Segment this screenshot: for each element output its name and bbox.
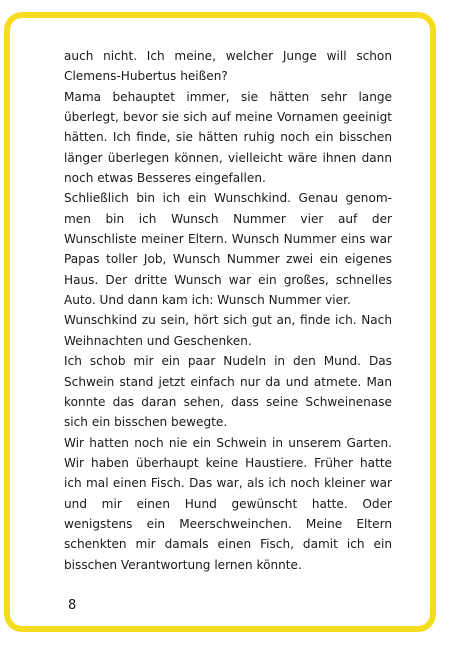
paragraph: Wunschkind zu sein, hört sich gut an, finde ich. Nach Weihnachten und Geschenken. (64, 313, 392, 348)
paragraph: Schließlich bin ich ein Wunschkind. Genau genommen bin ich Wunsch Nummer vier auf der Wunschliste meiner Eltern. Wunsch Nummer eins war Papas toller Job, Wunsch Nummer zwei ein eigenes Haus. Der dritte Wunsch war ein großes, schnelles Auto. Und dann kam ich: Wunsch Nummer vier. (64, 191, 392, 308)
paragraph: Mama behauptet immer, sie hätten sehr lange überlegt, bevor sie sich auf meine Vornamen geeinigt hätten. Ich finde, sie hätten ruhig noch ein bisschen länger überlegen können, vielleicht wäre ihnen dann noch etwas Besseres eingefallen. (64, 89, 392, 186)
paragraph: auch nicht. Ich meine, welcher Junge will schon Clemens-Hubertus heißen? (64, 49, 392, 84)
body-text (64, 46, 392, 575)
paragraph: Wir hatten noch nie ein Schwein in unserem Garten. Wir haben überhaupt keine Haustiere. Früher hatte ich mal einen Fisch. Das war, als ich noch kleiner war und mir einen Hund gewünscht hatte. Oder wenigstens ein Meerschweinchen. Meine Eltern schenkten mir damals einen Fisch, damit ich ein bisschen Verantwortung lernen könnte. (64, 435, 392, 572)
paragraph: Ich schob mir ein paar Nudeln in den Mund. Das Schwein stand jetzt einfach nur da und atmete. Man konnte das daran sehen, dass seine Schweinenase sich ein bisschen bewegte. (64, 354, 392, 430)
page-number: 8 (68, 598, 77, 613)
